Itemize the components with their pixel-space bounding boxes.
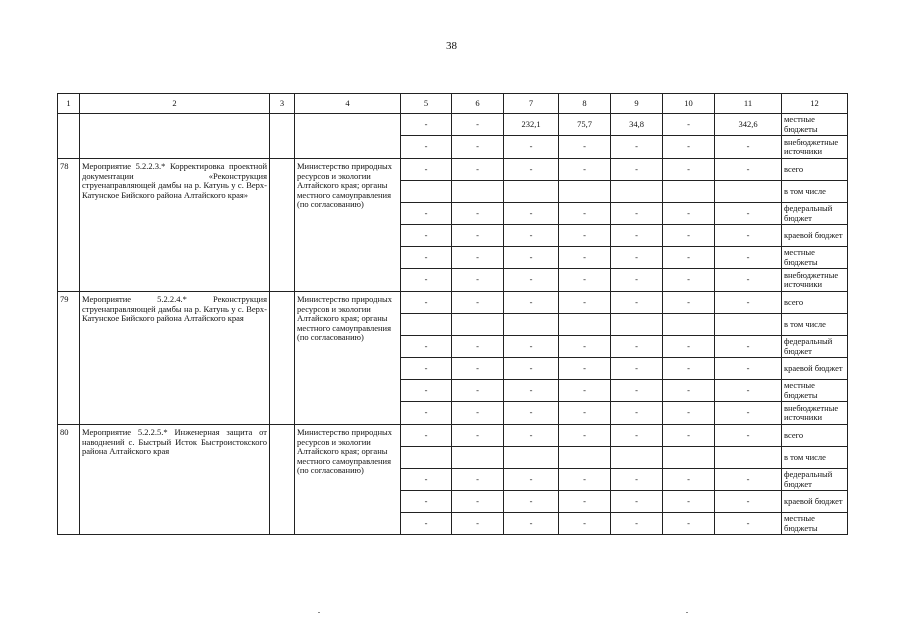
value-cell: - xyxy=(401,292,452,314)
value-cell: - xyxy=(559,491,611,513)
table-row xyxy=(58,114,848,136)
value-cell: - xyxy=(611,513,663,535)
continuation-cell xyxy=(80,114,270,159)
value-cell: - xyxy=(715,513,782,535)
measure-number: 79 xyxy=(58,292,80,425)
value-cell: - xyxy=(452,203,504,225)
funding-source-label: всего xyxy=(782,425,848,447)
value-cell: - xyxy=(663,203,715,225)
measure-executor: Министерство природных ресурсов и экологии Алтайского края; органы местного самоуправления (по согласованию) xyxy=(295,425,401,535)
value-cell: - xyxy=(715,380,782,402)
continuation-cell xyxy=(295,114,401,159)
measure-number: 80 xyxy=(58,425,80,535)
value-cell: - xyxy=(504,402,559,425)
value-cell: - xyxy=(504,292,559,314)
funding-source-label: федеральный бюджет xyxy=(782,336,848,358)
value-cell xyxy=(401,447,452,469)
value-cell xyxy=(559,181,611,203)
value-cell: - xyxy=(663,136,715,159)
value-cell: - xyxy=(504,136,559,159)
value-cell: - xyxy=(452,469,504,491)
value-cell: - xyxy=(401,136,452,159)
value-cell xyxy=(663,181,715,203)
value-cell: - xyxy=(559,513,611,535)
funding-source-label: местные бюджеты xyxy=(782,380,848,402)
value-cell: - xyxy=(559,136,611,159)
value-cell: - xyxy=(715,491,782,513)
funding-source-label: краевой бюджет xyxy=(782,225,848,247)
funding-source-label: внебюджетные источники xyxy=(782,269,848,292)
value-cell: - xyxy=(559,358,611,380)
value-cell xyxy=(504,181,559,203)
value-cell: - xyxy=(401,402,452,425)
value-cell xyxy=(559,447,611,469)
value-cell: - xyxy=(663,247,715,269)
header-cell: 3 xyxy=(270,94,295,114)
value-cell: - xyxy=(452,114,504,136)
value-cell: - xyxy=(611,292,663,314)
value-cell: - xyxy=(611,469,663,491)
value-cell xyxy=(663,314,715,336)
value-cell: - xyxy=(452,292,504,314)
value-cell: - xyxy=(452,358,504,380)
value-cell: - xyxy=(715,425,782,447)
value-cell: - xyxy=(452,402,504,425)
funding-source-label: краевой бюджет xyxy=(782,358,848,380)
value-cell: 342,6 xyxy=(715,114,782,136)
funding-source-label: внебюджетные источники xyxy=(782,402,848,425)
header-cell: 6 xyxy=(452,94,504,114)
column-3-cell xyxy=(270,425,295,535)
value-cell: - xyxy=(401,203,452,225)
value-cell xyxy=(452,181,504,203)
table-row xyxy=(58,159,848,181)
value-cell: - xyxy=(663,402,715,425)
table-row xyxy=(58,425,848,447)
header-cell: 2 xyxy=(80,94,270,114)
value-cell: - xyxy=(559,425,611,447)
funding-source-label: всего xyxy=(782,292,848,314)
value-cell: - xyxy=(452,513,504,535)
funding-source-label: местные бюджеты xyxy=(782,247,848,269)
value-cell: - xyxy=(452,136,504,159)
value-cell xyxy=(715,181,782,203)
value-cell: - xyxy=(452,425,504,447)
measure-executor: Министерство природных ресурсов и экологии Алтайского края; органы местного самоуправления (по согласованию) xyxy=(295,159,401,292)
value-cell: - xyxy=(663,491,715,513)
value-cell: - xyxy=(611,336,663,358)
value-cell: - xyxy=(663,380,715,402)
value-cell: - xyxy=(401,114,452,136)
value-cell: - xyxy=(559,159,611,181)
value-cell: - xyxy=(401,269,452,292)
value-cell: - xyxy=(715,203,782,225)
table-body xyxy=(58,94,848,535)
value-cell: - xyxy=(401,491,452,513)
measure-description: Мероприятие 5.2.2.4.* Реконструкция струенаправляющей дамбы на р. Катунь у с. Верх-Катунское Бийского района Алтайского края xyxy=(80,292,270,425)
funding-source-label: федеральный бюджет xyxy=(782,203,848,225)
value-cell: - xyxy=(559,402,611,425)
value-cell: - xyxy=(663,269,715,292)
value-cell: - xyxy=(663,469,715,491)
value-cell: - xyxy=(401,247,452,269)
page-number: 38 xyxy=(446,40,457,52)
measure-description: Мероприятие 5.2.2.3.* Корректировка проектной документации «Реконструкция струенаправляющей дамбы на р. Катунь у с. Верх-Катунское Бийского района Алтайского края» xyxy=(80,159,270,292)
value-cell: - xyxy=(559,225,611,247)
value-cell: - xyxy=(715,358,782,380)
value-cell: - xyxy=(559,292,611,314)
value-cell: - xyxy=(611,491,663,513)
value-cell: - xyxy=(504,225,559,247)
value-cell: - xyxy=(504,358,559,380)
funding-source-label: местные бюджеты xyxy=(782,513,848,535)
value-cell: 75,7 xyxy=(559,114,611,136)
scan-speck xyxy=(686,612,688,613)
value-cell xyxy=(504,314,559,336)
table-row xyxy=(58,292,848,314)
funding-source-label: внебюджетные источники xyxy=(782,136,848,159)
value-cell: - xyxy=(559,336,611,358)
funding-source-label: в том числе xyxy=(782,181,848,203)
header-cell: 10 xyxy=(663,94,715,114)
value-cell: - xyxy=(663,336,715,358)
value-cell: - xyxy=(504,159,559,181)
header-cell: 5 xyxy=(401,94,452,114)
value-cell: - xyxy=(504,513,559,535)
value-cell: - xyxy=(663,513,715,535)
value-cell: - xyxy=(611,225,663,247)
value-cell xyxy=(401,314,452,336)
funding-source-label: местные бюджеты xyxy=(782,114,848,136)
value-cell: - xyxy=(559,247,611,269)
value-cell xyxy=(611,314,663,336)
measure-executor: Министерство природных ресурсов и экологии Алтайского края; органы местного самоуправления (по согласованию) xyxy=(295,292,401,425)
value-cell: - xyxy=(715,469,782,491)
measure-number: 78 xyxy=(58,159,80,292)
value-cell: - xyxy=(504,425,559,447)
value-cell: - xyxy=(663,225,715,247)
value-cell: - xyxy=(611,402,663,425)
value-cell xyxy=(452,314,504,336)
value-cell: - xyxy=(401,225,452,247)
funding-source-label: федеральный бюджет xyxy=(782,469,848,491)
value-cell: - xyxy=(663,159,715,181)
measure-description: Мероприятие 5.2.2.5.* Инженерная защита от наводнений с. Быстрый Исток Быстроистокского района Алтайского края xyxy=(80,425,270,535)
value-cell: 34,8 xyxy=(611,114,663,136)
column-3-cell xyxy=(270,292,295,425)
value-cell: - xyxy=(715,292,782,314)
program-table xyxy=(57,93,848,535)
value-cell xyxy=(715,314,782,336)
value-cell: - xyxy=(663,425,715,447)
column-3-cell xyxy=(270,159,295,292)
continuation-cell xyxy=(270,114,295,159)
value-cell: - xyxy=(715,336,782,358)
value-cell: - xyxy=(452,491,504,513)
value-cell: - xyxy=(504,469,559,491)
value-cell: - xyxy=(663,292,715,314)
value-cell: - xyxy=(611,203,663,225)
funding-source-label: всего xyxy=(782,159,848,181)
value-cell: - xyxy=(611,136,663,159)
value-cell: - xyxy=(504,336,559,358)
value-cell: - xyxy=(401,380,452,402)
header-cell: 4 xyxy=(295,94,401,114)
value-cell: - xyxy=(715,247,782,269)
value-cell: - xyxy=(504,491,559,513)
header-cell: 11 xyxy=(715,94,782,114)
value-cell xyxy=(663,447,715,469)
value-cell: - xyxy=(715,402,782,425)
value-cell: - xyxy=(452,336,504,358)
continuation-cell xyxy=(58,114,80,159)
header-cell: 1 xyxy=(58,94,80,114)
value-cell: - xyxy=(559,269,611,292)
value-cell xyxy=(452,447,504,469)
value-cell: - xyxy=(559,469,611,491)
value-cell: - xyxy=(715,269,782,292)
scan-speck xyxy=(318,612,320,613)
funding-source-label: краевой бюджет xyxy=(782,491,848,513)
value-cell xyxy=(715,447,782,469)
value-cell: - xyxy=(611,380,663,402)
value-cell xyxy=(611,181,663,203)
value-cell: - xyxy=(715,159,782,181)
value-cell: - xyxy=(452,225,504,247)
value-cell xyxy=(559,314,611,336)
header-cell: 12 xyxy=(782,94,848,114)
value-cell: - xyxy=(559,380,611,402)
value-cell: - xyxy=(401,159,452,181)
value-cell xyxy=(611,447,663,469)
value-cell: - xyxy=(401,513,452,535)
header-cell: 8 xyxy=(559,94,611,114)
header-cell: 9 xyxy=(611,94,663,114)
value-cell: - xyxy=(663,358,715,380)
value-cell xyxy=(401,181,452,203)
value-cell: - xyxy=(401,336,452,358)
value-cell: - xyxy=(611,247,663,269)
value-cell: 232,1 xyxy=(504,114,559,136)
value-cell: - xyxy=(504,380,559,402)
value-cell: - xyxy=(504,203,559,225)
value-cell: - xyxy=(504,269,559,292)
value-cell: - xyxy=(715,136,782,159)
value-cell: - xyxy=(611,358,663,380)
value-cell: - xyxy=(504,247,559,269)
value-cell: - xyxy=(452,269,504,292)
value-cell: - xyxy=(559,203,611,225)
value-cell: - xyxy=(611,269,663,292)
value-cell: - xyxy=(611,159,663,181)
value-cell: - xyxy=(401,358,452,380)
header-cell: 7 xyxy=(504,94,559,114)
value-cell: - xyxy=(452,247,504,269)
value-cell: - xyxy=(715,225,782,247)
funding-source-label: в том числе xyxy=(782,447,848,469)
value-cell: - xyxy=(452,159,504,181)
value-cell: - xyxy=(401,469,452,491)
value-cell: - xyxy=(452,380,504,402)
value-cell: - xyxy=(401,425,452,447)
header-row xyxy=(58,94,848,114)
value-cell: - xyxy=(611,425,663,447)
value-cell: - xyxy=(663,114,715,136)
funding-source-label: в том числе xyxy=(782,314,848,336)
value-cell xyxy=(504,447,559,469)
